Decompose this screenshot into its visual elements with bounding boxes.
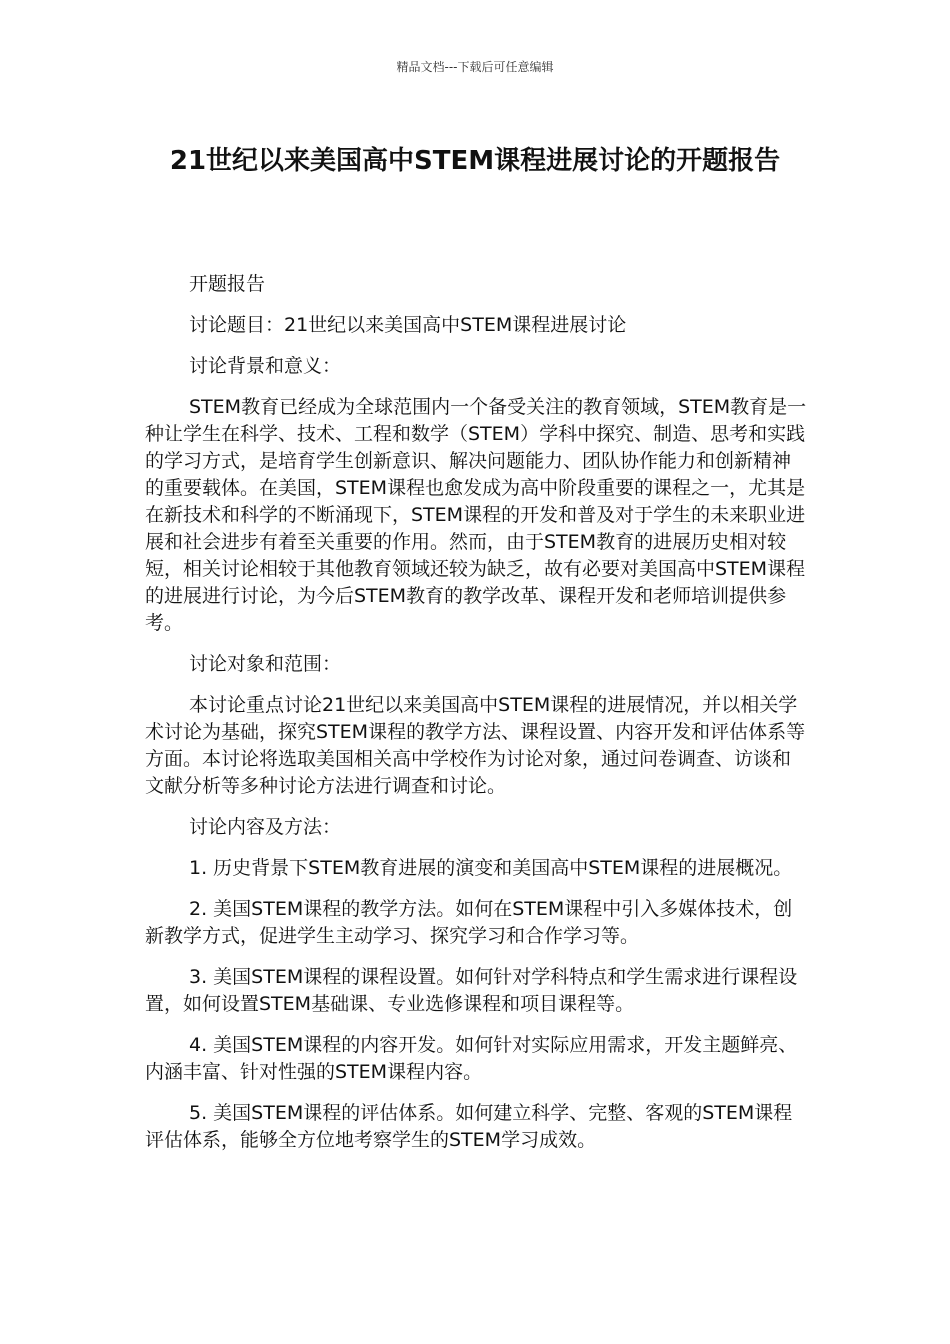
section-heading-background: 讨论背景和意义： bbox=[189, 355, 342, 377]
list-item-4: 4. 美国STEM课程的内容开发。如何针对实际应用需求，开发主题鲜亮、内涵丰富、针对性强的STEM课程内容。 bbox=[145, 1034, 798, 1083]
section-heading-scope: 讨论对象和范围： bbox=[189, 653, 342, 675]
section-label-report: 开题报告 bbox=[189, 273, 266, 295]
list-item-1: 1. 历史背景下STEM教育进展的演变和美国高中STEM课程的进展概况。 bbox=[189, 857, 793, 879]
page-header: 精品文档---下载后可任意编辑 bbox=[396, 60, 554, 74]
section-heading-methods: 讨论内容及方法： bbox=[189, 816, 342, 838]
scope-paragraph: 本讨论重点讨论21世纪以来美国高中STEM课程的进展情况，并以相关学术讨论为基础，探究STEM课程的教学方法、课程设置、内容开发和评估体系等方面。本讨论将选取美国相关高中学校作为讨论对象，通过问卷调查、访谈和文献分析等多种讨论方法进行调查和讨论。 bbox=[145, 694, 806, 797]
document-title: 21世纪以来美国高中STEM课程进展讨论的开题报告 bbox=[169, 146, 781, 176]
background-paragraph: STEM教育已经成为全球范围内一个备受关注的教育领域，STEM教育是一种让学生在科学、技术、工程和数学（STEM）学科中探究、制造、思考和实践的学习方式，是培育学生创新意识、解决问题能力、团队协作能力和创新精神的重要载体。在美国，STEM课程也愈发成为高中阶段重要的课程之一，尤其是在新技术和科学的不断涌现下，STEM课程的开发和普及对于学生的未来职业进展和社会进步有着至关重要的作用。然而，由于STEM教育的进展历史相对较短，相关讨论相较于其他教育领域还较为缺乏，故有必要对美国高中STEM课程的进展进行讨论，为今后STEM教育的教学改革、课程开发和老师培训提供参考。 bbox=[145, 396, 807, 634]
topic-line: 讨论题目：21世纪以来美国高中STEM课程进展讨论 bbox=[189, 314, 627, 336]
list-item-5: 5. 美国STEM课程的评估体系。如何建立科学、完整、客观的STEM课程评估体系，能够全方位地考察学生的STEM学习成效。 bbox=[145, 1102, 793, 1151]
list-item-3: 3. 美国STEM课程的课程设置。如何针对学科特点和学生需求进行课程设置，如何设置STEM基础课、专业选修课程和项目课程等。 bbox=[145, 966, 798, 1015]
list-item-2: 2. 美国STEM课程的教学方法。如何在STEM课程中引入多媒体技术，创新教学方式，促进学生主动学习、探究学习和合作学习等。 bbox=[145, 898, 793, 947]
document-body bbox=[145, 271, 809, 1168]
